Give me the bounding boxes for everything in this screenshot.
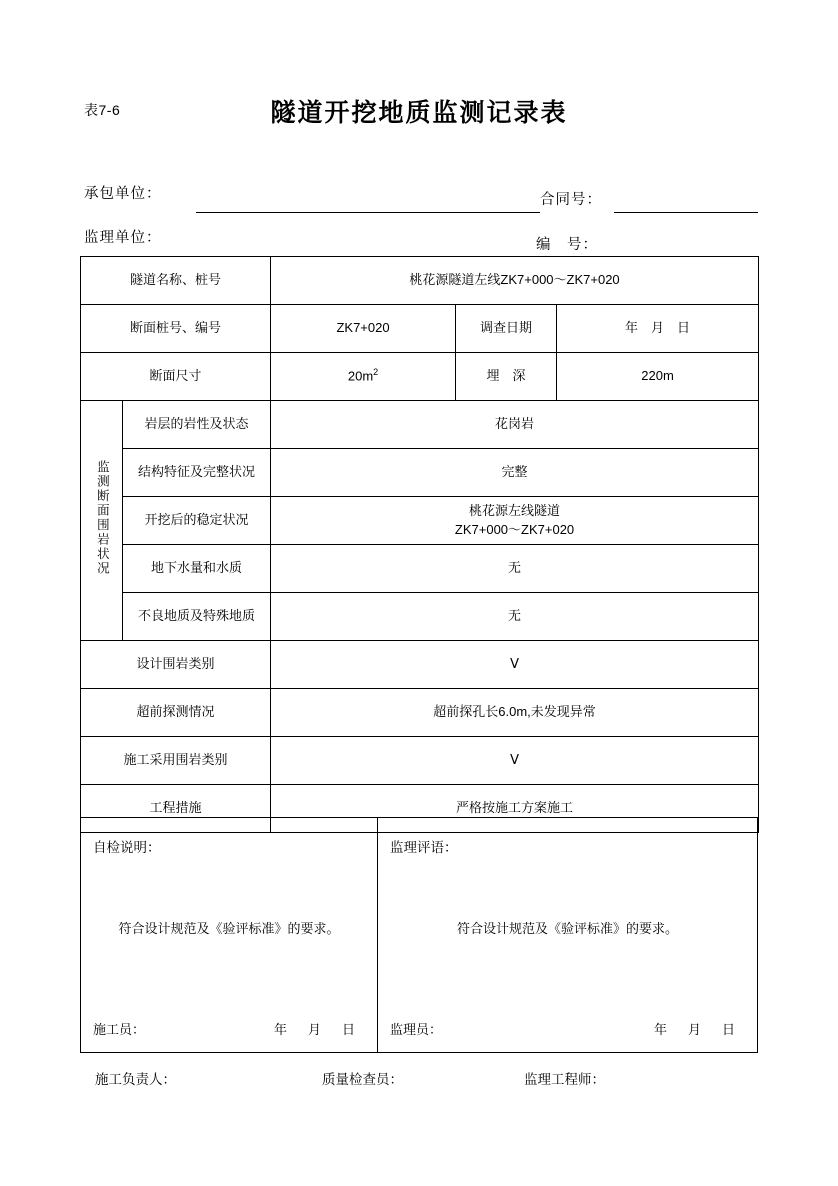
constructor-label: 施工员： <box>93 1022 146 1037</box>
page-title: 隧道开挖地质监测记录表 <box>270 99 568 127</box>
section-size-number: 20m <box>347 368 374 384</box>
footer-supervision-engineer: 监理工程师： <box>524 1072 605 1087</box>
contractor-label: 承包单位： <box>84 186 162 202</box>
engineering-measures-value: 严格按施工方案施工 <box>271 785 759 833</box>
structure-integrity-label: 结构特征及完整状况 <box>123 449 271 497</box>
geology-record-table <box>80 256 759 833</box>
supervision-comment-body: 符合设计规范及《验评标准》的要求。 <box>456 921 678 936</box>
rock-property-value: 花岗岩 <box>271 401 759 449</box>
form-code: 表7-6 <box>84 102 121 118</box>
constructor-date: 年 月 日 <box>273 1022 359 1037</box>
self-inspection-body: 符合设计规范及《验评标准》的要求。 <box>118 921 340 936</box>
stability-value-line1: 桃花源左线隧道 <box>469 502 561 518</box>
supervisor-label: 监理员： <box>390 1022 443 1037</box>
groundwater-label: 地下水量和水质 <box>123 545 271 593</box>
contract-no-blank-line <box>614 212 758 213</box>
adverse-geology-value: 无 <box>271 593 759 641</box>
footer-quality-inspector: 质量检查员： <box>322 1072 403 1087</box>
stability-label: 开挖后的稳定状况 <box>123 497 271 545</box>
table-row <box>81 497 759 545</box>
stability-value <box>271 497 759 545</box>
table-row <box>81 737 759 785</box>
table-row <box>81 449 759 497</box>
table-row <box>81 257 759 305</box>
survey-date-value: 年 月 日 <box>557 305 759 353</box>
tunnel-name-label: 隧道名称、桩号 <box>81 257 271 305</box>
table-row <box>81 545 759 593</box>
footer-construction-manager: 施工负责人： <box>95 1072 176 1087</box>
table-row <box>81 353 759 401</box>
construction-rock-class-label: 施工采用围岩类别 <box>81 737 271 785</box>
advance-probe-value: 超前探孔长6.0m,未发现异常 <box>271 689 759 737</box>
section-size-label: 断面尺寸 <box>81 353 271 401</box>
number-label: 编 号： <box>536 237 598 253</box>
self-inspection-block <box>81 818 378 1052</box>
group-label-text: 监测断面围岩状况 <box>95 459 110 576</box>
depth-value: 220m <box>557 353 759 401</box>
table-row <box>81 689 759 737</box>
section-size-exponent: 2 <box>373 367 379 378</box>
rock-property-label: 岩层的岩性及状态 <box>123 401 271 449</box>
supervisor-date: 年 月 日 <box>653 1022 739 1037</box>
table-row <box>81 593 759 641</box>
stability-value-line2: ZK7+000～ZK7+020 <box>454 521 575 537</box>
table-row <box>81 305 759 353</box>
design-rock-class-value: Ⅴ <box>271 641 759 689</box>
surrounding-rock-group-label <box>81 401 123 641</box>
supervisor-label: 监理单位： <box>84 230 162 246</box>
engineering-measures-label: 工程措施 <box>81 785 271 833</box>
design-rock-class-label: 设计围岩类别 <box>81 641 271 689</box>
survey-date-label: 调查日期 <box>456 305 557 353</box>
notes-section <box>80 817 758 1053</box>
contract-no-label: 合同号： <box>540 192 602 208</box>
self-inspection-title: 自检说明： <box>93 840 161 855</box>
tunnel-name-value: 桃花源隧道左线ZK7+000～ZK7+020 <box>271 257 759 305</box>
section-stake-value: ZK7+020 <box>271 305 456 353</box>
construction-rock-class-value: Ⅴ <box>271 737 759 785</box>
table-row <box>81 401 759 449</box>
advance-probe-label: 超前探测情况 <box>81 689 271 737</box>
supervision-comment-title: 监理评语： <box>390 840 458 855</box>
contractor-blank-line <box>196 212 540 213</box>
table-row <box>81 641 759 689</box>
groundwater-value: 无 <box>271 545 759 593</box>
depth-label: 埋 深 <box>456 353 557 401</box>
section-stake-label: 断面桩号、编号 <box>81 305 271 353</box>
structure-integrity-value: 完整 <box>271 449 759 497</box>
section-size-value <box>271 353 456 401</box>
supervision-comment-block <box>378 818 757 1052</box>
adverse-geology-label: 不良地质及特殊地质 <box>123 593 271 641</box>
